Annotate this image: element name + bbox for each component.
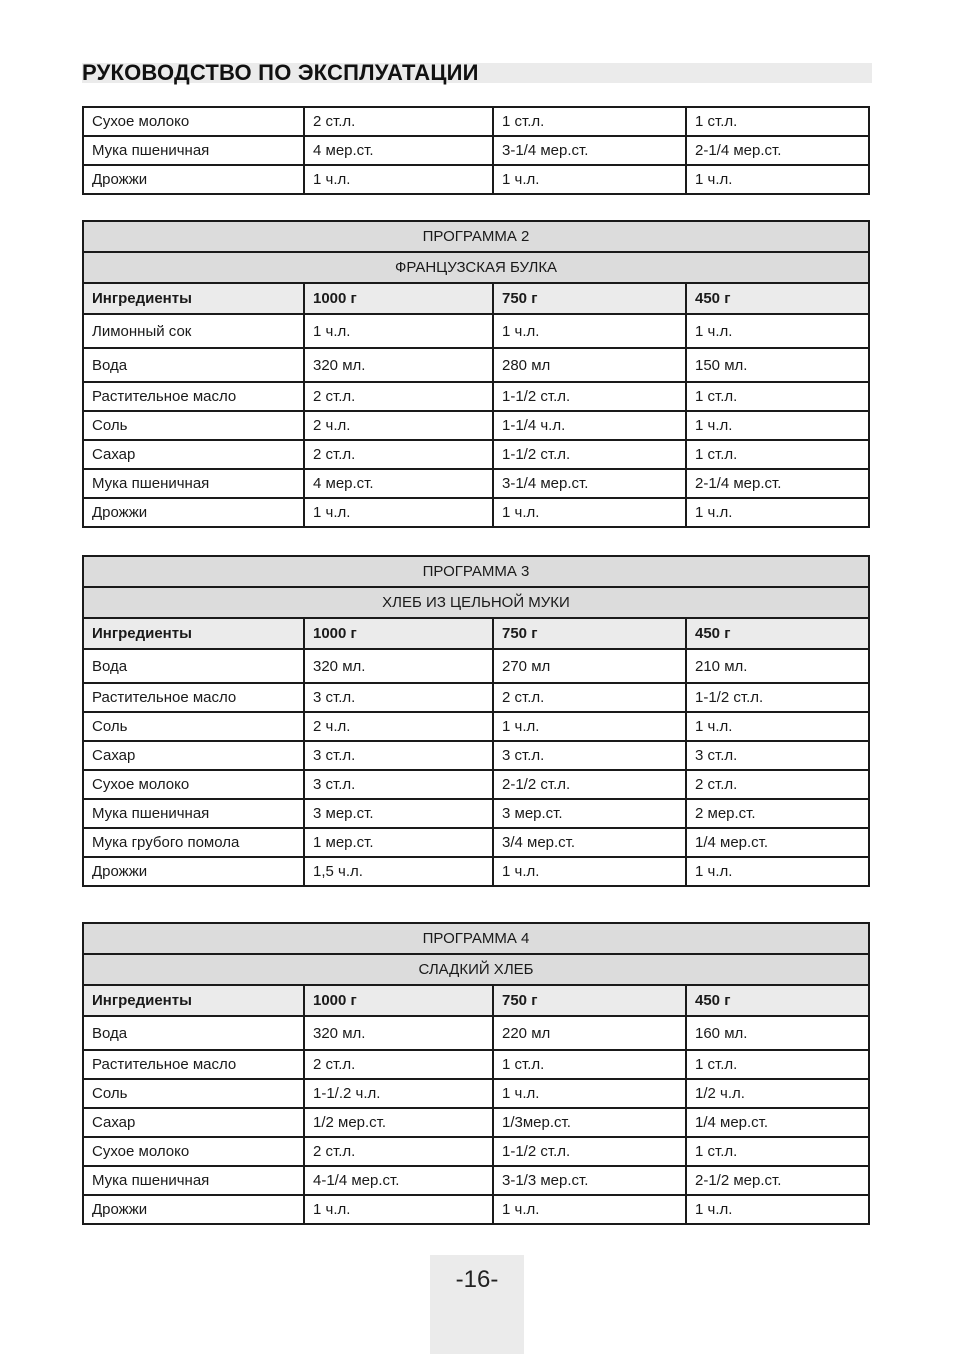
table-row xyxy=(83,741,869,770)
amount-1000: 1,5 ч.л. xyxy=(304,857,493,886)
amount-750: 3-1/4 мер.ст. xyxy=(493,469,686,498)
amount-450: 2-1/4 мер.ст. xyxy=(686,469,869,498)
table-row xyxy=(83,799,869,828)
column-header-1000: 1000 г xyxy=(304,985,493,1016)
ingredient-name: Мука пшеничная xyxy=(83,799,304,828)
amount-750: 1 ч.л. xyxy=(493,712,686,741)
table-row xyxy=(83,1016,869,1050)
table-header-row xyxy=(83,985,869,1016)
program-number: ПРОГРАММА 2 xyxy=(83,221,869,252)
amount-1000: 1 ч.л. xyxy=(304,314,493,348)
amount-450: 2-1/4 мер.ст. xyxy=(686,136,869,165)
amount-1000: 2 ст.л. xyxy=(304,107,493,136)
table-row xyxy=(83,857,869,886)
amount-450: 150 мл. xyxy=(686,348,869,382)
amount-1000: 1 ч.л. xyxy=(304,1195,493,1224)
ingredient-name: Растительное масло xyxy=(83,683,304,712)
amount-750: 1 ч.л. xyxy=(493,1079,686,1108)
amount-1000: 1 ч.л. xyxy=(304,165,493,194)
table-row xyxy=(83,348,869,382)
table-row xyxy=(83,1108,869,1137)
amount-450: 1 ч.л. xyxy=(686,165,869,194)
amount-750: 220 мл xyxy=(493,1016,686,1050)
table-row xyxy=(83,469,869,498)
program-number: ПРОГРАММА 4 xyxy=(83,923,869,954)
amount-1000: 2 ч.л. xyxy=(304,411,493,440)
ingredient-name: Дрожжи xyxy=(83,498,304,527)
amount-1000: 3 ст.л. xyxy=(304,683,493,712)
column-header-ingredients: Ингредиенты xyxy=(83,985,304,1016)
ingredients-table-continued xyxy=(82,106,870,195)
amount-450: 1 ч.л. xyxy=(686,498,869,527)
column-header-450: 450 г xyxy=(686,985,869,1016)
amount-1000: 320 мл. xyxy=(304,348,493,382)
amount-1000: 3 ст.л. xyxy=(304,770,493,799)
ingredient-name: Сахар xyxy=(83,741,304,770)
amount-750: 1 ч.л. xyxy=(493,857,686,886)
table-row xyxy=(83,1195,869,1224)
column-header-ingredients: Ингредиенты xyxy=(83,283,304,314)
table-row xyxy=(83,683,869,712)
amount-1000: 320 мл. xyxy=(304,649,493,683)
table-row xyxy=(83,440,869,469)
amount-750: 3 ст.л. xyxy=(493,741,686,770)
column-header-ingredients: Ингредиенты xyxy=(83,618,304,649)
program-3-table xyxy=(82,555,870,887)
table-header-row xyxy=(83,618,869,649)
amount-450: 1 ст.л. xyxy=(686,1137,869,1166)
amount-750: 3/4 мер.ст. xyxy=(493,828,686,857)
program-2-table xyxy=(82,220,870,528)
ingredient-name: Мука грубого помола xyxy=(83,828,304,857)
amount-750: 1-1/2 ст.л. xyxy=(493,1137,686,1166)
ingredient-name: Сухое молоко xyxy=(83,107,304,136)
program-name: ХЛЕБ ИЗ ЦЕЛЬНОЙ МУКИ xyxy=(83,587,869,618)
column-header-1000: 1000 г xyxy=(304,283,493,314)
table-row xyxy=(83,1079,869,1108)
table-row xyxy=(83,498,869,527)
amount-1000: 320 мл. xyxy=(304,1016,493,1050)
column-header-450: 450 г xyxy=(686,618,869,649)
ingredient-name: Соль xyxy=(83,411,304,440)
amount-750: 2-1/2 ст.л. xyxy=(493,770,686,799)
amount-450: 1 ч.л. xyxy=(686,411,869,440)
table-row xyxy=(83,165,869,194)
amount-1000: 4-1/4 мер.ст. xyxy=(304,1166,493,1195)
table-row xyxy=(83,382,869,411)
ingredient-name: Растительное масло xyxy=(83,1050,304,1079)
ingredient-name: Соль xyxy=(83,1079,304,1108)
amount-1000: 1 ч.л. xyxy=(304,498,493,527)
amount-450: 1 ст.л. xyxy=(686,107,869,136)
amount-1000: 2 ч.л. xyxy=(304,712,493,741)
ingredient-name: Мука пшеничная xyxy=(83,1166,304,1195)
amount-450: 2 ст.л. xyxy=(686,770,869,799)
amount-1000: 1/2 мер.ст. xyxy=(304,1108,493,1137)
column-header-750: 750 г xyxy=(493,985,686,1016)
amount-450: 2-1/2 мер.ст. xyxy=(686,1166,869,1195)
column-header-450: 450 г xyxy=(686,283,869,314)
amount-450: 1 ч.л. xyxy=(686,712,869,741)
amount-750: 1-1/2 ст.л. xyxy=(493,382,686,411)
table-header-row xyxy=(83,283,869,314)
amount-450: 1 ст.л. xyxy=(686,382,869,411)
amount-450: 1 ст.л. xyxy=(686,440,869,469)
column-header-750: 750 г xyxy=(493,283,686,314)
amount-450: 1/2 ч.л. xyxy=(686,1079,869,1108)
amount-750: 3 мер.ст. xyxy=(493,799,686,828)
ingredient-name: Дрожжи xyxy=(83,1195,304,1224)
amount-750: 1 ст.л. xyxy=(493,1050,686,1079)
table-row xyxy=(83,712,869,741)
amount-450: 3 ст.л. xyxy=(686,741,869,770)
ingredient-name: Сахар xyxy=(83,440,304,469)
amount-1000: 4 мер.ст. xyxy=(304,469,493,498)
ingredient-name: Соль xyxy=(83,712,304,741)
column-header-750: 750 г xyxy=(493,618,686,649)
amount-1000: 3 ст.л. xyxy=(304,741,493,770)
program-name: ФРАНЦУЗСКАЯ БУЛКА xyxy=(83,252,869,283)
table-row xyxy=(83,136,869,165)
amount-450: 1 ч.л. xyxy=(686,314,869,348)
amount-750: 270 мл xyxy=(493,649,686,683)
amount-750: 1 ч.л. xyxy=(493,498,686,527)
table-row xyxy=(83,1137,869,1166)
amount-450: 1 ч.л. xyxy=(686,857,869,886)
table-row xyxy=(83,828,869,857)
amount-1000: 1-1/.2 ч.л. xyxy=(304,1079,493,1108)
amount-750: 1 ч.л. xyxy=(493,314,686,348)
table-row xyxy=(83,314,869,348)
table-row xyxy=(83,1050,869,1079)
amount-450: 1/4 мер.ст. xyxy=(686,828,869,857)
amount-450: 160 мл. xyxy=(686,1016,869,1050)
amount-750: 1/3мер.ст. xyxy=(493,1108,686,1137)
amount-1000: 2 ст.л. xyxy=(304,440,493,469)
ingredient-name: Сухое молоко xyxy=(83,1137,304,1166)
amount-450: 1 ст.л. xyxy=(686,1050,869,1079)
amount-750: 1 ст.л. xyxy=(493,107,686,136)
ingredient-name: Лимонный сок xyxy=(83,314,304,348)
amount-1000: 4 мер.ст. xyxy=(304,136,493,165)
ingredient-name: Вода xyxy=(83,649,304,683)
program-name: СЛАДКИЙ ХЛЕБ xyxy=(83,954,869,985)
amount-450: 1-1/2 ст.л. xyxy=(686,683,869,712)
amount-750: 2 ст.л. xyxy=(493,683,686,712)
program-number: ПРОГРАММА 3 xyxy=(83,556,869,587)
amount-750: 1 ч.л. xyxy=(493,165,686,194)
amount-450: 1/4 мер.ст. xyxy=(686,1108,869,1137)
amount-750: 1 ч.л. xyxy=(493,1195,686,1224)
ingredient-name: Вода xyxy=(83,348,304,382)
amount-750: 1-1/4 ч.л. xyxy=(493,411,686,440)
ingredient-name: Сухое молоко xyxy=(83,770,304,799)
ingredient-name: Вода xyxy=(83,1016,304,1050)
amount-1000: 3 мер.ст. xyxy=(304,799,493,828)
program-4-table xyxy=(82,922,870,1225)
table-row xyxy=(83,1166,869,1195)
page-number: -16- xyxy=(455,1266,499,1293)
amount-1000: 2 ст.л. xyxy=(304,1137,493,1166)
ingredient-name: Мука пшеничная xyxy=(83,136,304,165)
amount-450: 2 мер.ст. xyxy=(686,799,869,828)
table-row xyxy=(83,649,869,683)
amount-750: 3-1/4 мер.ст. xyxy=(493,136,686,165)
column-header-1000: 1000 г xyxy=(304,618,493,649)
table-row xyxy=(83,411,869,440)
amount-1000: 2 ст.л. xyxy=(304,1050,493,1079)
amount-1000: 1 мер.ст. xyxy=(304,828,493,857)
amount-1000: 2 ст.л. xyxy=(304,382,493,411)
amount-750: 3-1/3 мер.ст. xyxy=(493,1166,686,1195)
page-title: РУКОВОДСТВО ПО ЭКСПЛУАТАЦИИ xyxy=(82,60,479,85)
amount-750: 1-1/2 ст.л. xyxy=(493,440,686,469)
amount-750: 280 мл xyxy=(493,348,686,382)
amount-450: 210 мл. xyxy=(686,649,869,683)
ingredient-name: Дрожжи xyxy=(83,165,304,194)
table-row xyxy=(83,770,869,799)
table-row xyxy=(83,107,869,136)
ingredient-name: Дрожжи xyxy=(83,857,304,886)
ingredient-name: Растительное масло xyxy=(83,382,304,411)
ingredient-name: Сахар xyxy=(83,1108,304,1137)
ingredient-name: Мука пшеничная xyxy=(83,469,304,498)
amount-450: 1 ч.л. xyxy=(686,1195,869,1224)
